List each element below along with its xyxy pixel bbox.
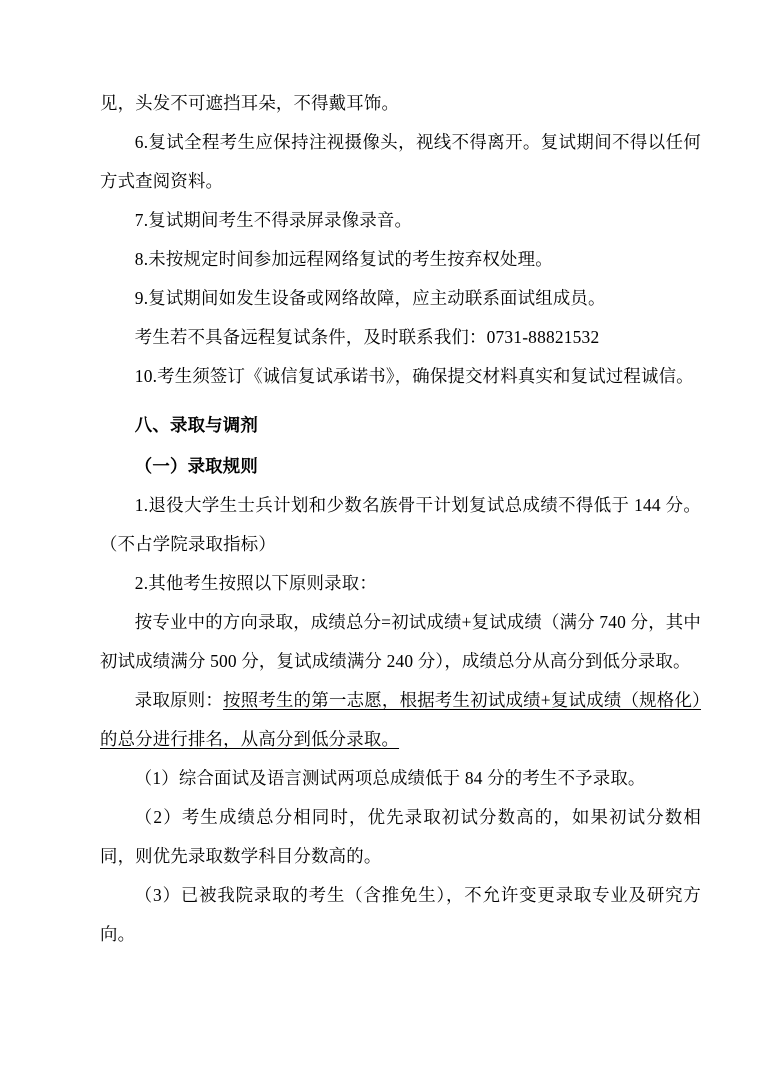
paragraph-item-9: 9.复试期间如发生设备或网络故障，应主动联系面试组成员。 (134, 288, 606, 308)
paragraph-item-7: 7.复试期间考生不得录屏录像录音。 (134, 210, 413, 230)
paragraph-admission-principle (100, 681, 701, 759)
principle-underlined-text: 按照考生的第一志愿，根据考生初试成绩+复试成绩（规格化）的总分进行排名，从高分到低分录取。 (100, 690, 701, 749)
paragraph-item-6: 6.复试全程考生应保持注视摄像头，视线不得离开。复试期间不得以任何方式查阅资料。 (100, 132, 701, 191)
paragraph-item-8: 8.未按规定时间参加远程网络复试的考生按弃权处理。 (134, 249, 553, 269)
paragraph-sub-1: （1）综合面试及语言测试两项总成绩低于 84 分的考生不予录取。 (134, 768, 646, 788)
paragraph-item-9-contact: 考生若不具备远程复试条件，及时联系我们：0731-88821532 (134, 327, 600, 347)
paragraph-sub-3: （3）已被我院录取的考生（含推免生），不允许变更录取专业及研究方向。 (100, 885, 701, 944)
section-heading-8: 八、录取与调剂 (134, 415, 258, 435)
section-spacer (100, 396, 701, 400)
paragraph-rule-2: 2.其他考生按照以下原则录取： (134, 573, 377, 593)
paragraph-item-10: 10.考生须签订《诚信复试承诺书》，确保提交材料真实和复试过程诚信。 (134, 366, 694, 386)
principle-label: 录取原则： (134, 690, 224, 710)
paragraph-rule-2-detail: 按专业中的方向录取，成绩总分=初试成绩+复试成绩（满分 740 分，其中初试成绩满分 500 分，复试成绩满分 240 分），成绩总分从高分到低分录取。 (100, 612, 701, 671)
subsection-heading-1: （一）录取规则 (134, 456, 258, 476)
paragraph-continued: 见，头发不可遮挡耳朵，不得戴耳饰。 (100, 93, 400, 113)
paragraph-sub-2: （2）考生成绩总分相同时，优先录取初试分数高的，如果初试分数相同，则优先录取数学科目分数高的。 (100, 807, 701, 866)
document-body (100, 84, 701, 954)
paragraph-rule-1: 1.退役大学生士兵计划和少数名族骨干计划复试总成绩不得低于 144 分。（不占学院录取指标） (100, 495, 701, 554)
